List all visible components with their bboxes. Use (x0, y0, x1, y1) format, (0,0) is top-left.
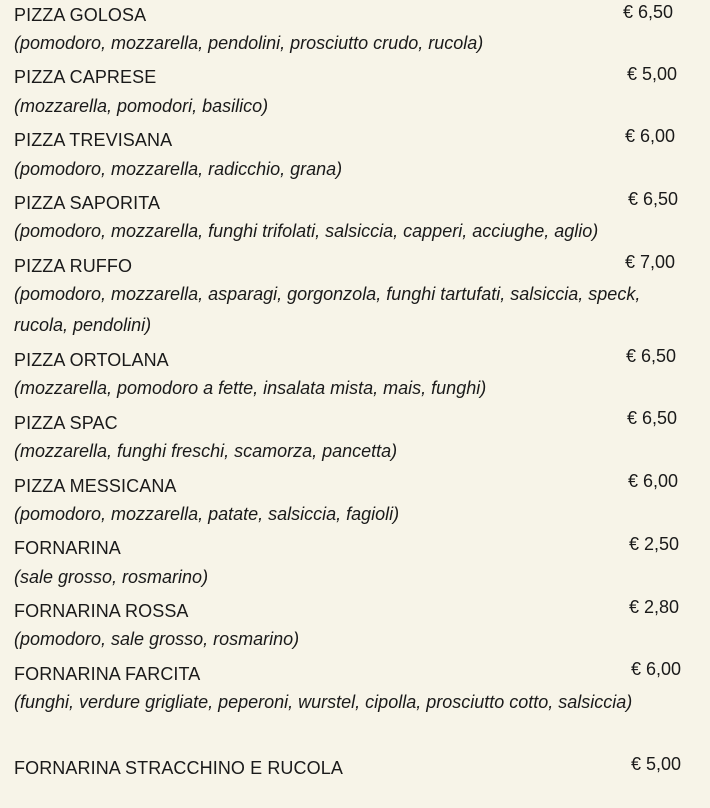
item-description: (pomodoro, mozzarella, funghi trifolati, salsiccia, capperi, acciughe, aglio) (14, 221, 599, 241)
item-description: (mozzarella, pomodori, basilico) (14, 96, 269, 116)
item-description: (pomodoro, mozzarella, asparagi, gorgonzola, funghi tartufati, salsiccia, speck, rucola, pendolini) (14, 284, 641, 335)
item-price: € 2,50 (629, 534, 680, 554)
item-name: PIZZA SAPORITA (14, 193, 161, 213)
item-price: € 7,00 (625, 252, 676, 272)
item-name: FORNARINA (14, 538, 121, 558)
item-description: (pomodoro, mozzarella, pendolini, prosciutto crudo, rucola) (14, 33, 484, 53)
item-name: FORNARINA ROSSA (14, 601, 189, 621)
item-name: PIZZA CAPRESE (14, 67, 157, 87)
item-name: FORNARINA STRACCHINO E RUCOLA (14, 758, 343, 778)
item-price: € 6,50 (626, 346, 677, 366)
item-description: (sale grosso, rosmarino) (14, 567, 209, 587)
item-name: PIZZA TREVISANA (14, 130, 173, 150)
item-name: PIZZA SPAC (14, 413, 118, 433)
item-name: PIZZA GOLOSA (14, 5, 147, 25)
item-name: PIZZA ORTOLANA (14, 350, 169, 370)
item-description: (pomodoro, mozzarella, patate, salsiccia, fagioli) (14, 504, 400, 524)
item-price: € 6,50 (623, 2, 674, 22)
item-price: € 6,00 (631, 659, 682, 679)
item-description: (pomodoro, mozzarella, radicchio, grana) (14, 159, 343, 179)
item-name: PIZZA RUFFO (14, 256, 133, 276)
item-price: € 5,00 (631, 754, 682, 774)
item-price: € 6,00 (628, 471, 679, 491)
item-price: € 2,80 (629, 597, 680, 617)
item-description: (mozzarella, funghi freschi, scamorza, pancetta) (14, 441, 398, 461)
item-description: (pomodoro, sale grosso, rosmarino) (14, 629, 300, 649)
item-price: € 6,00 (625, 126, 676, 146)
item-price: € 6,50 (627, 408, 678, 428)
item-price: € 6,50 (628, 189, 679, 209)
item-price: € 5,00 (627, 64, 678, 84)
item-description: (mozzarella, pomodoro a fette, insalata mista, mais, funghi) (14, 378, 487, 398)
item-name: PIZZA MESSICANA (14, 476, 177, 496)
item-name: FORNARINA FARCITA (14, 664, 201, 684)
item-description: (funghi, verdure grigliate, peperoni, wurstel, cipolla, prosciutto cotto, salsiccia) (14, 692, 633, 712)
